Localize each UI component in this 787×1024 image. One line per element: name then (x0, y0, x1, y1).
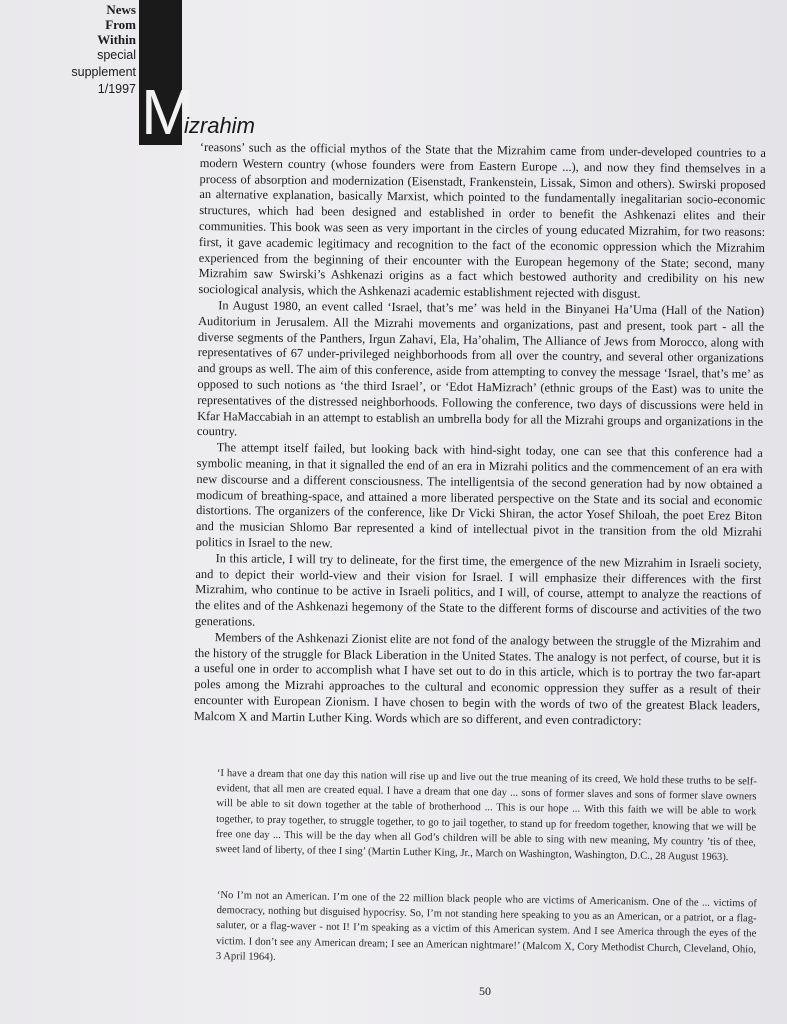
paragraph: Members of the Ashkenazi Zionist elite are not fond of the analogy between the struggle of the Mizrahim and the history of the struggle for Black Liberation in the United States. The analogy is not perfect, of course, but it is a useful one in order to accomplish what I have set out to do in this article, which is to portray the two far-apart poles among the Mizrahi approaches to the cultural and economic oppression they suffer as a result of their encounter with European Zionism. I have chosen to begin with the words of two of the greatest Black leaders, Malcom X and Martin Luther King. Words which are so different, and even contradictory: (193, 629, 761, 728)
masthead (52, 2, 136, 98)
masthead-issue: 1/1997 (97, 82, 136, 96)
article-body (194, 140, 766, 730)
quote-king: ‘I have a dream that one day this nation will rise up and live out the true meaning of its creed, We hold these truths to be self-evident, that all men are created equal. I have a dream that one day ... sons of former slaves and sons of former slave owners will be able to sit down together at the table of brotherhood ... This is our hope ... With this faith we will be able to work together, to pray together, to struggle together, to go to jail together, to stand up for freedom together, knowing that we will be free one day ... This will be the day when all God’s children will be able to sing with new meaning, My country ’tis of thee, sweet land of liberty, of thee I sing’ (Martin Luther King, Jr., March on Washington, Washington, D.C., 28 August 1963). (215, 767, 757, 864)
masthead-brand-within: Within (97, 32, 136, 47)
article-title: izrahim (184, 113, 255, 138)
masthead-brand-news: News (106, 2, 136, 17)
paragraph: In this article, I will try to delineate, for the first time, the emergence of the new Mizrahim in Israeli society, and to depict their world-view and their vision for Israel. I will emphasize their differences with the first Mizrahim, who continue to be active in Israeli politics, and I will, of course, attempt to analyze the reactions of the elites and of the Ashkenazi hegemony of the State to the different forms of discourse and activities of the two generations. (194, 550, 762, 629)
masthead-brand-from: From (105, 17, 136, 32)
paragraph: In August 1980, an event called ‘Israel, that’s me’ was held in the Binyanei Ha’Uma (Hall of the Nation) Auditorium in Jerusalem. All the Mizrahi movements and organizations, past and present, took part - all the diverse segments of the Panthers, Irgun Zahavi, Ela, Ha’ohalim, The Alliance of Jews from Morocco, along with representatives of 67 under-privileged neighborhoods from all over the country, and several other organizations and groups as well. The aim of this conference, aside from attempting to convey the message ‘Israel, that’s me’ as opposed to such notions as ‘the third Israel’, or ‘Edot HaMizrach’ (ethnic groups of the East) was to unite the representatives of the distressed neighborhoods. Following the conference, two days of discussions were held in Kfar HaMaccabiah in an attempt to establish an umbrella body for all the Mizrahi groups and organizations in the country. (196, 298, 765, 439)
masthead-supplement: supplement (71, 65, 136, 79)
paragraph: ‘reasons’ such as the official mythos of the State that the Mizrahim came from under-developed countries to a modern Western country (whose founders were from Eastern Europe ...), and now they find themselves in a process of absorption and modernization (Eisenstadt, Frankenstein, Lissak, Simon and others). Swirski proposed an alternative explanation, basically Marxist, which pointed to the fundamentally inegalitarian socio-economic structures, which had been designed and established in order to benefit the Ashkenazi elites and their communities. This book was seen as very important in the circles of young educated Mizrahim, for two reasons: first, it gave academic legitimacy and recognition to the fact of the economic oppression which the Mizrahim experienced from the beginning of their encounter with the European hegemony of the State; second, many Mizrahim saw Swirski’s Ashkenazi origins as a fact which bestowed authority and credibility on his new sociological analysis, which the Ashkenazi academic establishment rejected with disgust. (198, 140, 766, 301)
quote-malcolm-x: ‘No I’m not an American. I’m one of the 22 million black people who are victims of Americanism. One of the ... victims of democracy, nothing but disguised hypocrisy. So, I’m not standing here speaking to you as an American, or a patriot, or a flag-saluter, or a flag-waver - not I! I’m speaking as a victim of this American system. And I see America through the eyes of the victim. I don’t see any American dream; I see an American nightmare!’ (Malcom X, Cory Methodist Church, Cleveland, Ohio, 3 April 1964). (215, 889, 757, 963)
page-number: 50 (479, 984, 491, 998)
masthead-special: special (97, 48, 136, 62)
title-initial: M (141, 76, 195, 148)
paragraph: The attempt itself failed, but looking back with hind-sight today, one can see that this conference had a symbolic meaning, in that it signalled the end of an era in Mizrahi politics and the commencement of an era with new discourse and a different consciousness. The intelligentsia of the second generation had by now obtained a modicum of breathing-space, and attained a more liberated perspective on the State and its social and economic distortions. The organizers of the conference, like Dr Vicki Shiran, the actor Yosef Shiloah, the poet Erez Biton and the musician Shlomo Bar represented a kind of intellectual pivot in the transition from the old Mizrahi politics in Israel to the new. (195, 440, 763, 551)
